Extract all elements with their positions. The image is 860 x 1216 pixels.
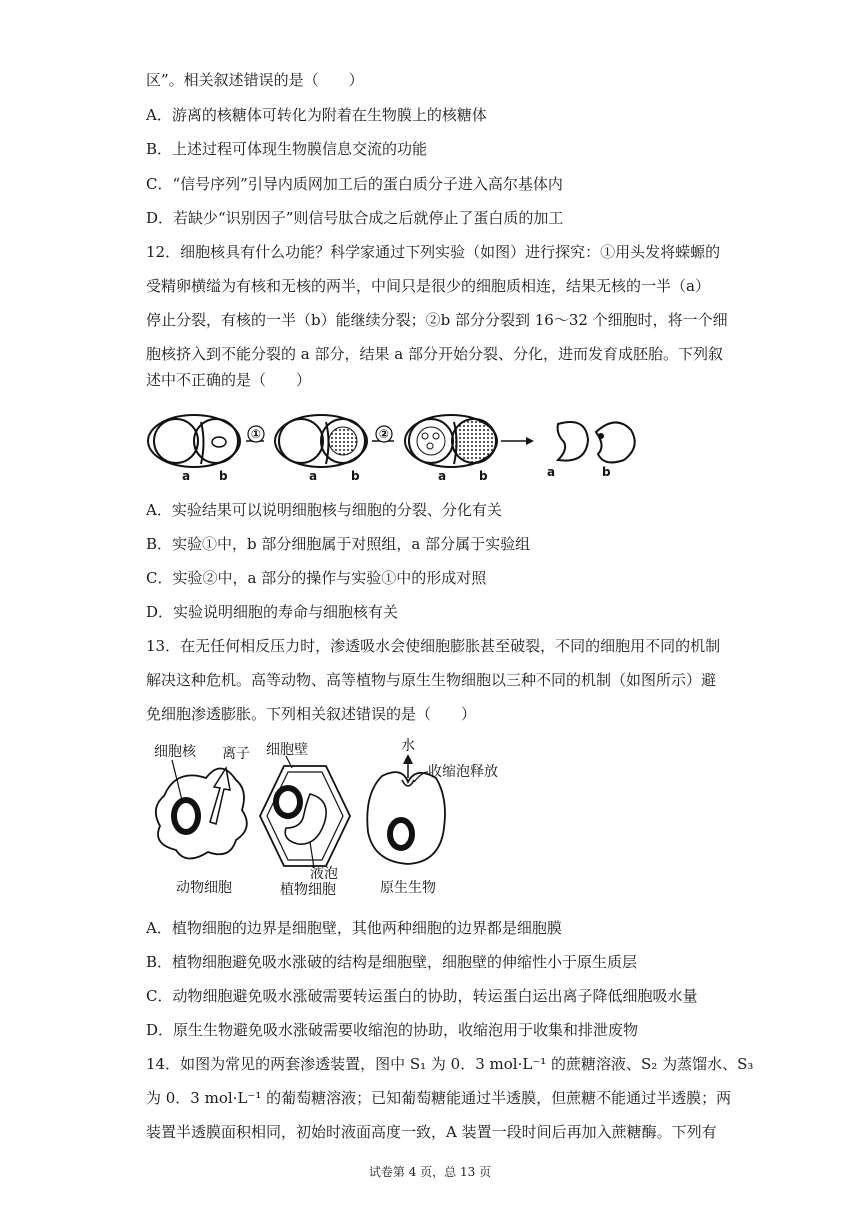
protist-label: 原生生物: [380, 880, 436, 896]
q13-stem-line: 解决这种危机。高等动物、高等植物与原生生物细胞以三种不同的机制（如图所示）避: [146, 671, 717, 689]
q13-option-a: A．植物细胞的边界是细胞壁，其他两种细胞的边界都是细胞膜: [146, 919, 562, 937]
contractile-release-label: 收缩泡释放: [428, 764, 498, 780]
q12-option-c: C．实验②中，a 部分的操作与实验①中的形成对照: [146, 569, 487, 587]
q13-stem-line: 免细胞渗透膨胀。下列相关叙述错误的是（ ）: [146, 705, 477, 723]
label-a: a: [309, 469, 318, 483]
label-a: a: [182, 469, 191, 483]
plant-cell-wall: [260, 766, 350, 866]
page-footer: 试卷第 4 页，总 13 页: [368, 1165, 492, 1179]
q12-stem-line: 述中不正确的是（ ）: [146, 371, 312, 389]
label-b: b: [602, 465, 611, 479]
cell-wall-label: 细胞壁: [266, 742, 308, 758]
q12-option-d: D．实验说明细胞的寿命与细胞核有关: [146, 603, 399, 621]
q12-option-a: A．实验结果可以说明细胞核与细胞的分裂、分化有关: [146, 501, 502, 519]
q14-stem-line: 14．如图为常见的两套渗透装置，图中 S₁ 为 0．3 mol·L⁻¹ 的蔗糖溶液、S₂ 为蒸馏水、S₃: [146, 1055, 754, 1073]
step-two-label: ②: [378, 427, 390, 441]
q12-stem-line: 胞核挤入到不能分裂的 a 部分，结果 a 部分开始分裂、分化，进而发育成胚胎。下列叙: [146, 345, 723, 363]
vacuole-label: 液泡: [310, 866, 338, 882]
stage-three-egg: [405, 415, 497, 467]
q14-stem-line: 为 0．3 mol·L⁻¹ 的葡萄糖溶液；已知葡萄糖能通过半透膜，但蔗糖不能通过半透膜；两: [146, 1089, 732, 1107]
label-b: b: [479, 469, 488, 483]
q13-option-b: B．植物细胞避免吸水涨破的结构是细胞壁，细胞壁的伸缩性小于原生质层: [146, 953, 638, 971]
water-label: 水: [401, 738, 415, 754]
newt-egg-experiment-figure: [146, 412, 646, 484]
q13-option-d: D．原生生物避免吸水涨破需要收缩泡的协助，收缩泡用于收集和排泄废物: [146, 1021, 639, 1039]
cell-osmosis-figure: [146, 738, 506, 900]
q12-option-b: B．实验①中，b 部分细胞属于对照组，a 部分属于实验组: [146, 535, 531, 553]
embryo-a-shape: [558, 422, 588, 461]
plant-cell-label: 植物细胞: [280, 882, 336, 898]
q12-stem-line: 停止分裂，有核的一半（b）能继续分裂；②b 部分分裂到 16～32 个细胞时，将一个细: [146, 311, 728, 329]
q12-stem-line: 12．细胞核具有什么功能？科学家通过下列实验（如图）进行探究：①用头发将蝾螈的: [146, 243, 721, 261]
q11-option-a: A．游离的核糖体可转化为附着在生物膜上的核糖体: [146, 106, 487, 124]
animal-nucleus: [174, 800, 198, 832]
animal-cell-label: 动物细胞: [176, 880, 232, 896]
label-a: a: [438, 469, 447, 483]
q11-option-d: D．若缺少“识别因子”则信号肽合成之后就停止了蛋白质的加工: [146, 209, 564, 227]
q11-option-c: C．“信号序列”引导内质网加工后的蛋白质分子进入高尔基体内: [146, 175, 563, 193]
stage-two-egg: [275, 415, 367, 467]
q11-option-b: B．上述过程可体现生物膜信息交流的功能: [146, 140, 428, 158]
label-b: b: [351, 469, 360, 483]
plant-nucleus: [276, 788, 300, 816]
label-b: b: [219, 469, 228, 483]
animal-cell-membrane: [156, 768, 247, 858]
q13-option-c: C．动物细胞避免吸水涨破需要转运蛋白的协助，转运蛋白运出离子降低细胞吸水量: [146, 987, 698, 1005]
ion-label: 离子: [222, 746, 250, 762]
embryo-b-shape: [596, 422, 635, 462]
step-one-label: ①: [250, 427, 262, 441]
q13-stem-line: 13．在无任何相反压力时，渗透吸水会使细胞膨胀甚至破裂，不同的细胞用不同的机制: [146, 637, 721, 655]
plant-vacuole: [285, 794, 326, 844]
q12-stem-line: 受精卵横缢为有核和无核的两半，中间只是很少的细胞质相连，结果无核的一半（a）: [146, 277, 710, 295]
ion-arrow-icon: [210, 768, 230, 824]
nucleus-label: 细胞核: [154, 744, 196, 760]
stage-one-egg: [148, 415, 240, 467]
q14-stem-line: 装置半透膜面积相同，初始时液面高度一致，A 装置一段时间后再加入蔗糖酶。下列有: [146, 1123, 717, 1141]
label-a: a: [547, 465, 556, 479]
protist-nucleus: [390, 820, 412, 848]
water-arrow-icon: [403, 754, 413, 764]
q11-stem-tail: 区”。相关叙述错误的是（ ）: [146, 71, 364, 89]
